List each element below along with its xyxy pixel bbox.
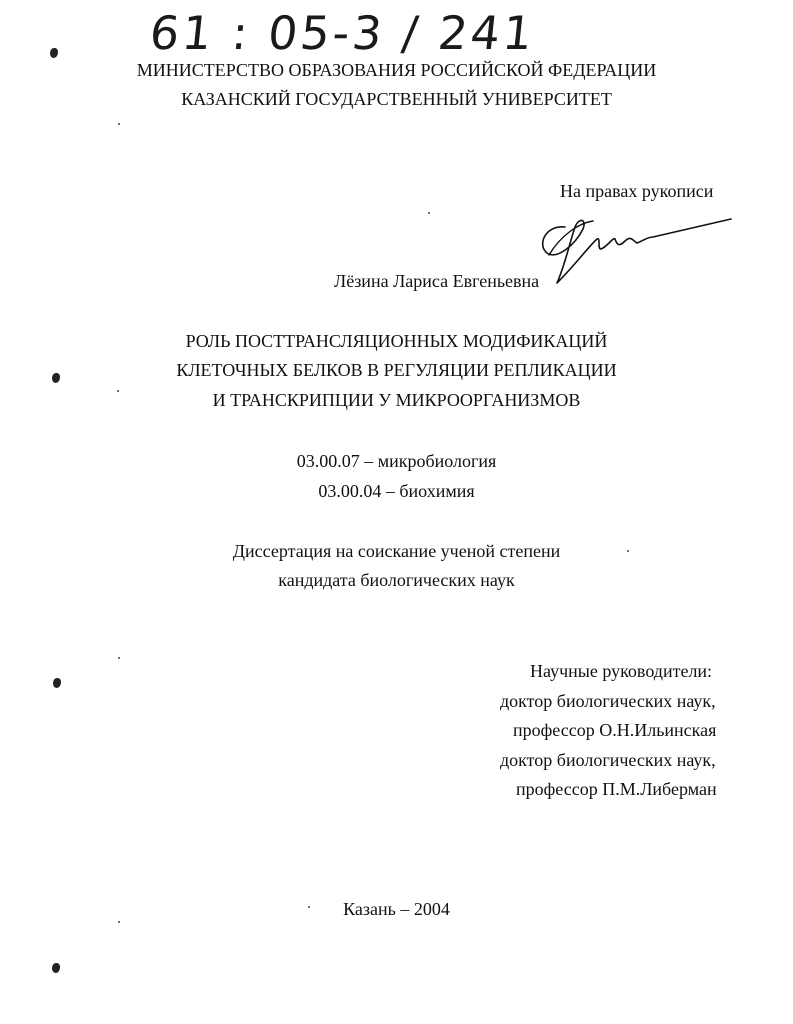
binding-mark xyxy=(53,678,61,688)
scan-speck xyxy=(118,657,120,659)
city-year-footer: Казань – 2004 xyxy=(343,899,450,919)
author-name: Лёзина Лариса Евгеньевна xyxy=(334,271,540,291)
title-line-3: И ТРАНСКРИПЦИИ У МИКРООРГАНИЗМОВ xyxy=(212,390,581,410)
ministry-heading: МИНИСТЕРСТВО ОБРАЗОВАНИЯ РОССИЙСКОЙ ФЕДЕРАЦИИ xyxy=(136,60,657,80)
scan-speck xyxy=(428,212,430,214)
degree-line-2: кандидата биологических наук xyxy=(278,570,515,590)
scan-speck xyxy=(118,123,120,125)
scan-speck xyxy=(118,921,120,923)
degree-line-1: Диссертация на соискание ученой степени xyxy=(232,541,561,561)
title-line-2: КЛЕТОЧНЫХ БЕЛКОВ В РЕГУЛЯЦИИ РЕПЛИКАЦИИ xyxy=(176,360,617,380)
specialty-microbiology: 03.00.07 – микробиология xyxy=(296,451,497,471)
title-line-1: РОЛЬ ПОСТТРАНСЛЯЦИОННЫХ МОДИФИКАЦИЙ xyxy=(185,331,608,351)
handwritten-signature xyxy=(535,205,735,295)
archive-code: 61 : 05-3 / 241 xyxy=(147,6,539,60)
supervisor-line: профессор О.Н.Ильинская xyxy=(513,720,717,740)
supervisor-line: профессор П.М.Либерман xyxy=(516,779,717,799)
supervisor-line: доктор биологических наук, xyxy=(500,750,716,770)
supervisor-line: доктор биологических наук, xyxy=(500,691,716,711)
university-heading: КАЗАНСКИЙ ГОСУДАРСТВЕННЫЙ УНИВЕРСИТЕТ xyxy=(181,89,612,109)
binding-mark xyxy=(50,48,58,58)
binding-mark xyxy=(52,963,60,973)
specialty-biochemistry: 03.00.04 – биохимия xyxy=(318,481,475,501)
manuscript-rights-label: На правах рукописи xyxy=(560,181,714,201)
supervisors-heading: Научные руководители: xyxy=(530,661,713,681)
